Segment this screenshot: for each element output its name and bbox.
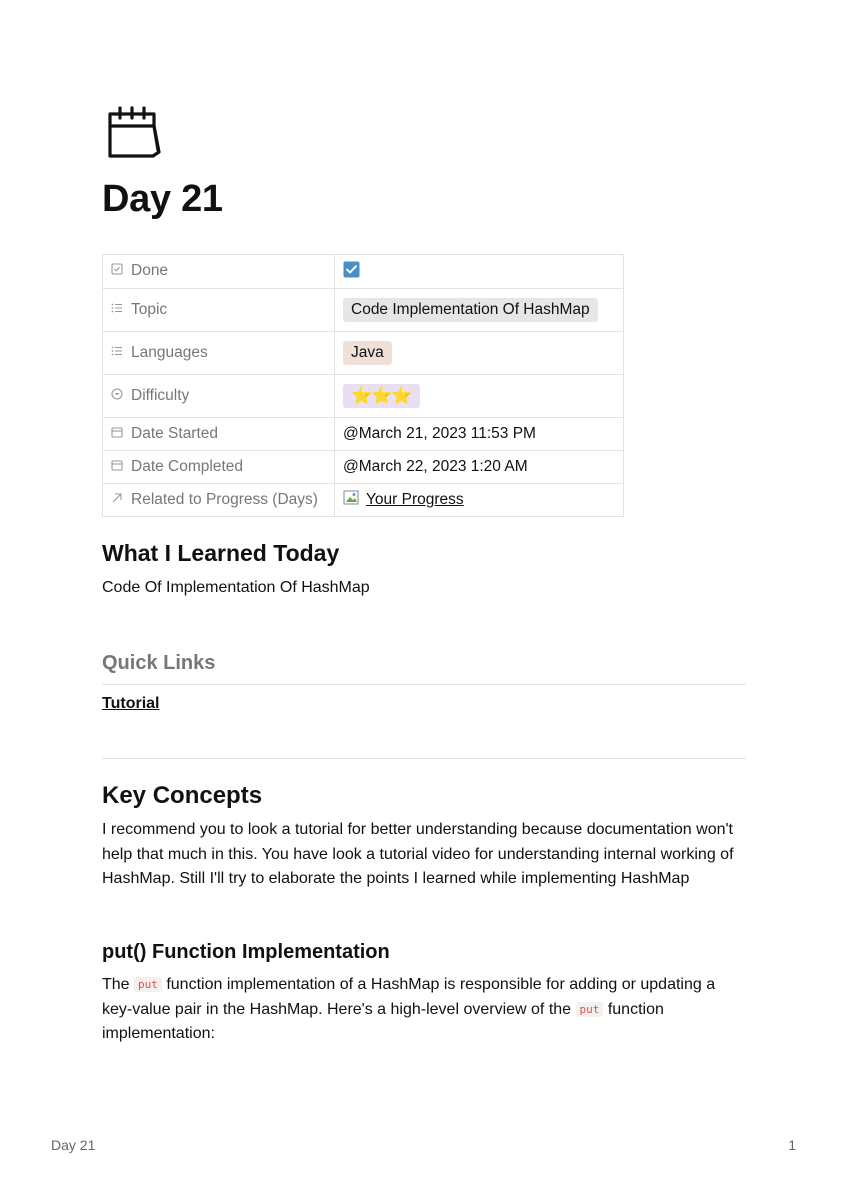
property-name: Date Started	[131, 425, 219, 443]
property-row-date-completed	[103, 451, 624, 484]
property-name: Done	[131, 262, 169, 280]
calendar-icon	[102, 104, 162, 160]
divider	[102, 758, 746, 759]
property-row-languages	[103, 332, 624, 375]
inline-code: put	[134, 977, 162, 992]
relation-arrow-icon	[111, 491, 125, 509]
topic-tag[interactable]: Code Implementation Of HashMap	[343, 298, 598, 322]
property-name: Languages	[131, 344, 208, 362]
property-row-topic	[103, 289, 624, 332]
key-concepts-text: I recommend you to look a tutorial for better understanding because documentation won't help that much in this. You have look a tutorial video for understanding internal working of HashMap. Still I'll try to elaborate the points I learned while implementing HashMap	[102, 821, 734, 887]
done-checkbox[interactable]	[343, 261, 360, 283]
date-completed-value[interactable]: @March 22, 2023 1:20 AM	[335, 451, 624, 484]
date-started-value[interactable]: @March 21, 2023 11:53 PM	[335, 418, 624, 451]
property-name: Difficulty	[131, 387, 190, 405]
what-i-learned-heading: What I Learned Today	[102, 540, 340, 566]
learned-text: Code Of Implementation Of HashMap	[102, 579, 370, 596]
put-function-text: The put function implementation of a HashMap is responsible for adding or updating a key-value pair in the HashMap. Here's a high-level overview of the put function implementation:	[102, 976, 716, 1042]
property-name: Related to Progress (Days)	[131, 491, 318, 509]
property-row-difficulty	[103, 375, 624, 418]
select-icon	[111, 387, 125, 405]
property-row-related	[103, 484, 624, 517]
page-number: 1	[788, 1137, 796, 1153]
footer-title: Day 21	[51, 1137, 96, 1153]
related-progress-link[interactable]: Your Progress	[366, 491, 464, 509]
property-name: Date Completed	[131, 458, 244, 476]
key-concepts-heading: Key Concepts	[102, 782, 263, 809]
tutorial-link[interactable]: Tutorial	[102, 695, 160, 712]
calendar-icon	[111, 425, 125, 443]
language-tag[interactable]: Java	[343, 341, 392, 365]
property-row-done	[103, 255, 624, 289]
list-icon	[111, 344, 125, 362]
list-icon	[111, 301, 125, 319]
page-title: Day 21	[102, 178, 223, 220]
divider	[102, 684, 746, 685]
quick-links-heading: Quick Links	[102, 652, 216, 674]
properties-table	[102, 254, 624, 517]
checkbox-icon	[111, 262, 125, 280]
difficulty-tag[interactable]: ⭐⭐⭐	[343, 384, 420, 408]
inline-code: put	[576, 1002, 604, 1017]
property-row-date-started	[103, 418, 624, 451]
put-function-heading: put() Function Implementation	[102, 941, 390, 963]
broken-image-icon	[343, 489, 360, 511]
property-name: Topic	[131, 301, 168, 319]
calendar-icon	[111, 458, 125, 476]
